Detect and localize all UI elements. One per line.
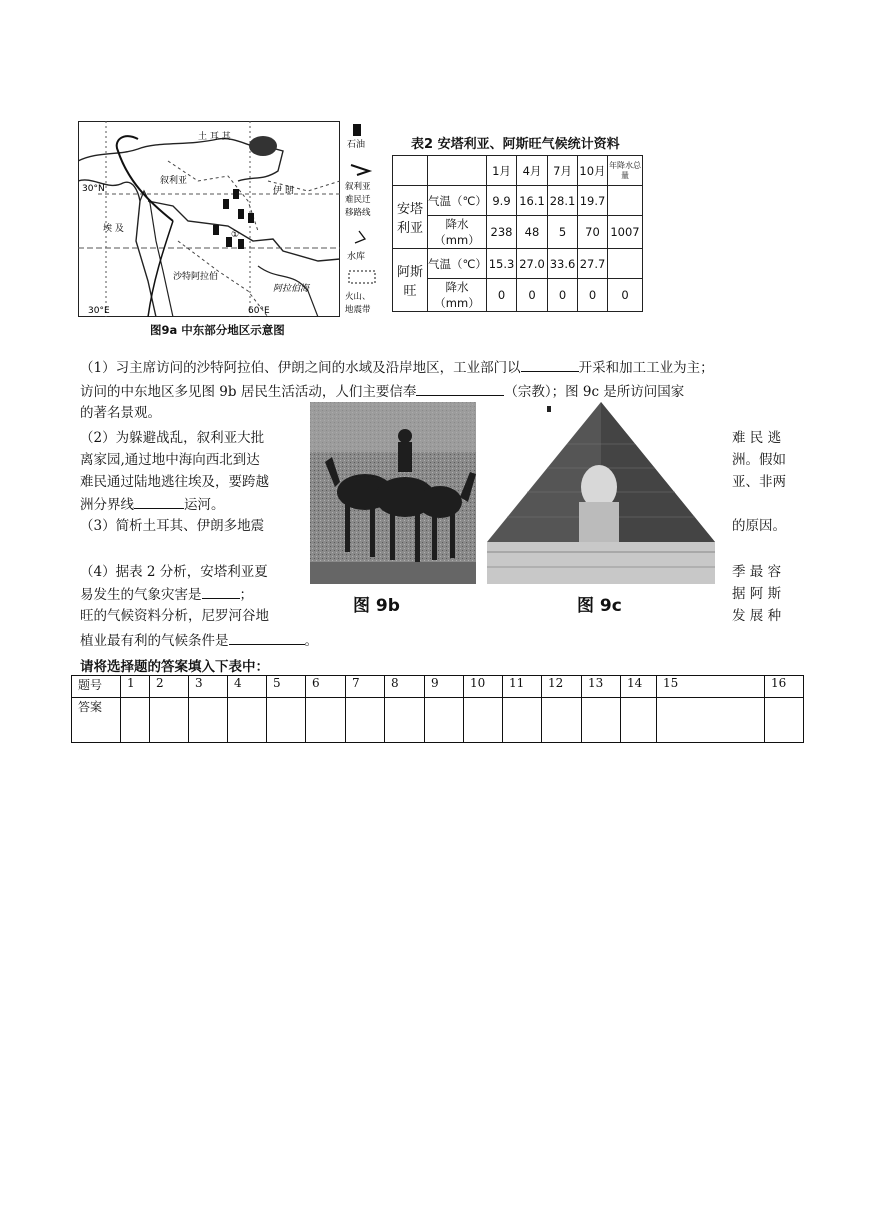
- map-legend: [345, 121, 387, 321]
- q-number: 2: [150, 676, 189, 698]
- legend-volcano-1: 火山、: [345, 292, 371, 302]
- answer-cell[interactable]: [425, 698, 464, 743]
- cell: 0: [487, 279, 517, 312]
- answer-cell[interactable]: [150, 698, 189, 743]
- map-drawing: [78, 121, 340, 317]
- answer-cell[interactable]: [385, 698, 425, 743]
- header-empty-2: [428, 156, 487, 186]
- middle-east-map: [78, 121, 340, 317]
- label-arabian-sea: 阿拉伯海: [273, 284, 310, 294]
- answer-number-row: [72, 676, 804, 698]
- label-lon60: 60°E: [248, 306, 270, 316]
- label-marker-1: ①: [231, 230, 240, 240]
- cell: [608, 249, 643, 279]
- q1-text-d: （宗教）；图 9c 是所访问国家: [504, 384, 685, 400]
- q-number: 14: [621, 676, 657, 698]
- q1-line3: 的著名景观。: [80, 405, 161, 421]
- cell: 16.1: [517, 186, 548, 216]
- cell: 0: [578, 279, 608, 312]
- q-number: 7: [346, 676, 385, 698]
- label-lon30: 30°E: [88, 306, 110, 316]
- header-apr: 4月: [517, 156, 548, 186]
- q4-blank-2[interactable]: [229, 630, 305, 645]
- q-number: 15: [657, 676, 765, 698]
- legend-oil: 石油: [347, 140, 366, 150]
- q4-line2: [80, 584, 253, 606]
- answer-cell[interactable]: [542, 698, 582, 743]
- camel-photo-drawing: [310, 402, 476, 584]
- header-empty-1: [393, 156, 428, 186]
- label-egypt: 埃 及: [103, 224, 124, 234]
- q4-line2-right: 据 阿 斯: [732, 586, 782, 602]
- cell: 48: [517, 216, 548, 249]
- antalya-precip-row: [393, 216, 643, 249]
- q-number: 3: [189, 676, 228, 698]
- answer-cell[interactable]: [346, 698, 385, 743]
- q1-blank-2[interactable]: [416, 381, 504, 396]
- answer-cell[interactable]: [121, 698, 150, 743]
- q-number: 10: [464, 676, 503, 698]
- pyramid-photo: [487, 402, 715, 584]
- q4-text-b: 易发生的气象灾害是: [80, 587, 202, 603]
- cell: 70: [578, 216, 608, 249]
- cell: 27.7: [578, 249, 608, 279]
- climate-table-title: 表2 安塔利亚、阿斯旺气候统计资料: [411, 137, 620, 152]
- q-number: 8: [385, 676, 425, 698]
- q3-line1-right: 的原因。: [732, 518, 786, 534]
- q-number: 6: [306, 676, 346, 698]
- q2-line3-right: 亚、非两: [732, 474, 786, 490]
- q1-line2: [80, 381, 684, 403]
- q4-line3-right: 发 展 种: [732, 608, 782, 624]
- q-number: 4: [228, 676, 267, 698]
- cell: 0: [517, 279, 548, 312]
- label-turkey: 土 耳 其: [198, 132, 231, 142]
- item-precip: 降水（mm）: [428, 279, 487, 312]
- pyramid-photo-drawing: [487, 402, 715, 584]
- q2-line4: [80, 494, 225, 516]
- figure-9c-caption: 图 9c: [577, 596, 622, 616]
- antalya-temp-row: [393, 186, 643, 216]
- q2-line2: 离家园,通过地中海向西北到达: [80, 452, 260, 468]
- q1-text-a: （1）习主席访问的沙特阿拉伯、伊朗之间的水域及沿岸地区，工业部门以: [80, 360, 521, 376]
- item-temp: 气温（℃）: [428, 186, 487, 216]
- q-number: 16: [765, 676, 804, 698]
- label-lat30: 30°N: [82, 184, 105, 194]
- q-number: 5: [267, 676, 306, 698]
- aswan-temp-row: [393, 249, 643, 279]
- climate-table: [392, 155, 643, 312]
- q4-text-b-end: ；: [239, 587, 253, 603]
- header-jan: 1月: [487, 156, 517, 186]
- legend-volcano-2: 地震带: [345, 305, 371, 315]
- header-annual: 年降水总量: [608, 156, 643, 186]
- cell: 19.7: [578, 186, 608, 216]
- cell: 238: [487, 216, 517, 249]
- q4-text-d: 植业最有利的气候条件是: [80, 633, 229, 649]
- q1-text-b: 开采和加工工业为主；: [578, 360, 714, 376]
- item-temp: 气温（℃）: [428, 249, 487, 279]
- q2-text-e: 运河。: [184, 497, 225, 513]
- figure-9b-caption: 图 9b: [353, 596, 400, 616]
- cell: 28.1: [548, 186, 578, 216]
- answer-cell[interactable]: [657, 698, 765, 743]
- answer-cell[interactable]: [503, 698, 542, 743]
- cell: 33.6: [548, 249, 578, 279]
- q2-line2-right: 洲。假如: [732, 452, 786, 468]
- answer-cell[interactable]: [189, 698, 228, 743]
- header-oct: 10月: [578, 156, 608, 186]
- cell: 1007: [608, 216, 643, 249]
- cell: 0: [608, 279, 643, 312]
- q-number: 12: [542, 676, 582, 698]
- cell: 0: [548, 279, 578, 312]
- q3-line1: （3）简析土耳其、伊朗多地震: [80, 518, 265, 534]
- answer-cell[interactable]: [621, 698, 657, 743]
- answer-cell[interactable]: [306, 698, 346, 743]
- q2-line3: 难民通过陆地逃往埃及，要跨越: [80, 474, 269, 490]
- q1-line1: [80, 357, 714, 379]
- city-aswan: 阿斯旺: [393, 249, 428, 312]
- q1-blank-1[interactable]: [521, 357, 579, 372]
- q4-line3: 旺的气候资料分析，尼罗河谷地: [80, 608, 269, 624]
- number-row-label: 题号: [72, 676, 121, 698]
- answer-table-title: 请将选择题的答案填入下表中：: [80, 659, 269, 675]
- answer-row-label: 答案: [72, 698, 121, 743]
- answer-row: [72, 698, 804, 743]
- legend-route-3: 移路线: [345, 208, 371, 218]
- camel-photo: [310, 402, 476, 584]
- q1-text-c: 访问的中东地区多见图 9b 居民生活活动，人们主要信奉: [80, 384, 417, 400]
- q4-line4: [80, 630, 318, 652]
- q2-line1: （2）为躲避战乱，叙利亚大批: [80, 430, 265, 446]
- legend-route-2: 难民迁: [345, 195, 371, 205]
- cell: 5: [548, 216, 578, 249]
- aswan-precip-row: [393, 279, 643, 312]
- q-number: 1: [121, 676, 150, 698]
- q2-line1-right: 难 民 逃: [732, 430, 782, 446]
- legend-route-1: 叙利亚: [345, 182, 371, 192]
- legend-drawing: [345, 121, 387, 321]
- label-iran: 伊 朗: [273, 186, 294, 196]
- q2-text-d: 洲分界线: [80, 497, 134, 513]
- legend-reservoir: 水库: [347, 252, 366, 262]
- city-antalya: 安塔利亚: [393, 186, 428, 249]
- item-precip: 降水（mm）: [428, 216, 487, 249]
- q4-blank-1[interactable]: [202, 584, 240, 599]
- q4-line1-right: 季 最 容: [732, 564, 782, 580]
- answer-cell[interactable]: [464, 698, 503, 743]
- q4-text-d-end: 。: [304, 633, 318, 649]
- q-number: 9: [425, 676, 464, 698]
- climate-header-row: [393, 156, 643, 186]
- label-syria: 叙利亚: [160, 176, 188, 186]
- cell: 15.3: [487, 249, 517, 279]
- map-caption: 图9a 中东部分地区示意图: [150, 323, 285, 337]
- header-jul: 7月: [548, 156, 578, 186]
- answer-table: [71, 675, 804, 743]
- cell: [608, 186, 643, 216]
- answer-cell[interactable]: [267, 698, 306, 743]
- cell: 27.0: [517, 249, 548, 279]
- answer-cell[interactable]: [765, 698, 804, 743]
- q4-line1: （4）据表 2 分析，安塔利亚夏: [80, 564, 268, 580]
- q-number: 13: [582, 676, 621, 698]
- q2-blank[interactable]: [134, 494, 184, 509]
- answer-cell[interactable]: [228, 698, 267, 743]
- cell: 9.9: [487, 186, 517, 216]
- q-number: 11: [503, 676, 542, 698]
- label-saudi: 沙特阿拉伯: [173, 272, 219, 282]
- answer-cell[interactable]: [582, 698, 621, 743]
